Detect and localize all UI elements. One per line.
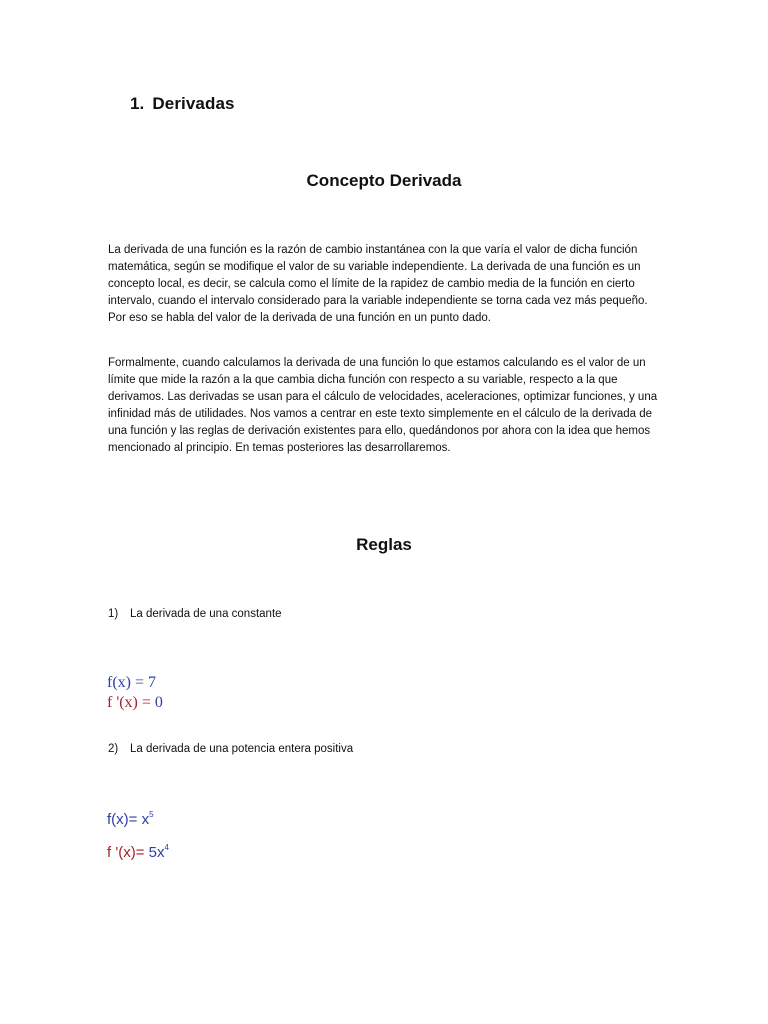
rule-text: La derivada de una potencia entera positiva: [130, 743, 354, 755]
formula-equals: =: [137, 694, 155, 711]
formula-equals: =: [135, 844, 149, 861]
paragraph-formal: Formalmente, cuando calculamos la derivada de una función lo que estamos calculando es el valor de un límite que mide la razón a la que cambia dicha función con respecto a su variable, respecto a la que derivamos. Las derivadas se usan para el cálculo de velocidades, aceleraciones, optimizar funciones, y una infinidad más de utilidades. Nos vamos a centrar en este texto simplemente en el cálculo de la derivada de una función y las reglas de derivación existentes para ello, quedándonos por ahora con la idea que hemos mencionado al principio. En temas posteriores las desarrollaremos.: [108, 357, 658, 454]
paragraph-definition: La derivada de una función es la razón de cambio instantánea con la que varía el valor de dicha función matemática, según se modifique el valor de su variable independiente. La derivada de una función es un concepto local, es decir, se calcula como el límite de la rapidez de cambio media de la función en cierto intervalo, cuando el intervalo considerado para la variable independiente se torna cada vez más pequeño. Por eso se habla del valor de la derivada de una función en un punto dado.: [108, 244, 648, 324]
rule-item-constant: [108, 608, 282, 620]
section-title-concepto: Concepto Derivada: [306, 171, 462, 190]
section-title-reglas: Reglas: [356, 535, 412, 554]
rule-item-power: [108, 743, 353, 755]
rule-text: La derivada de una constante: [130, 608, 282, 620]
formula-exponent: 5: [149, 810, 154, 819]
rule-number: 1): [108, 608, 119, 620]
formula-equals: =: [128, 811, 142, 828]
formula-rhs: 7: [148, 674, 157, 691]
formula-exponent: 4: [164, 843, 169, 852]
formula-base: 5x: [148, 844, 165, 861]
formula-constant-derivative: [107, 693, 163, 713]
formula-equals: =: [130, 674, 149, 691]
formula-lhs: f '(x): [107, 694, 138, 711]
formula-constant-function: [107, 673, 156, 693]
formula-lhs: f '(x): [107, 844, 136, 861]
heading-title: Derivadas: [152, 94, 235, 113]
formula-base: x: [141, 811, 150, 828]
heading-number: 1.: [130, 94, 145, 113]
formula-lhs: f(x): [107, 811, 129, 828]
formula-rhs: 0: [154, 694, 163, 711]
formula-lhs: f(x): [107, 674, 131, 691]
heading-derivadas: [130, 94, 235, 114]
formula-power-function: [107, 810, 154, 828]
formula-power-derivative: [107, 843, 169, 861]
rule-number: 2): [108, 743, 119, 755]
